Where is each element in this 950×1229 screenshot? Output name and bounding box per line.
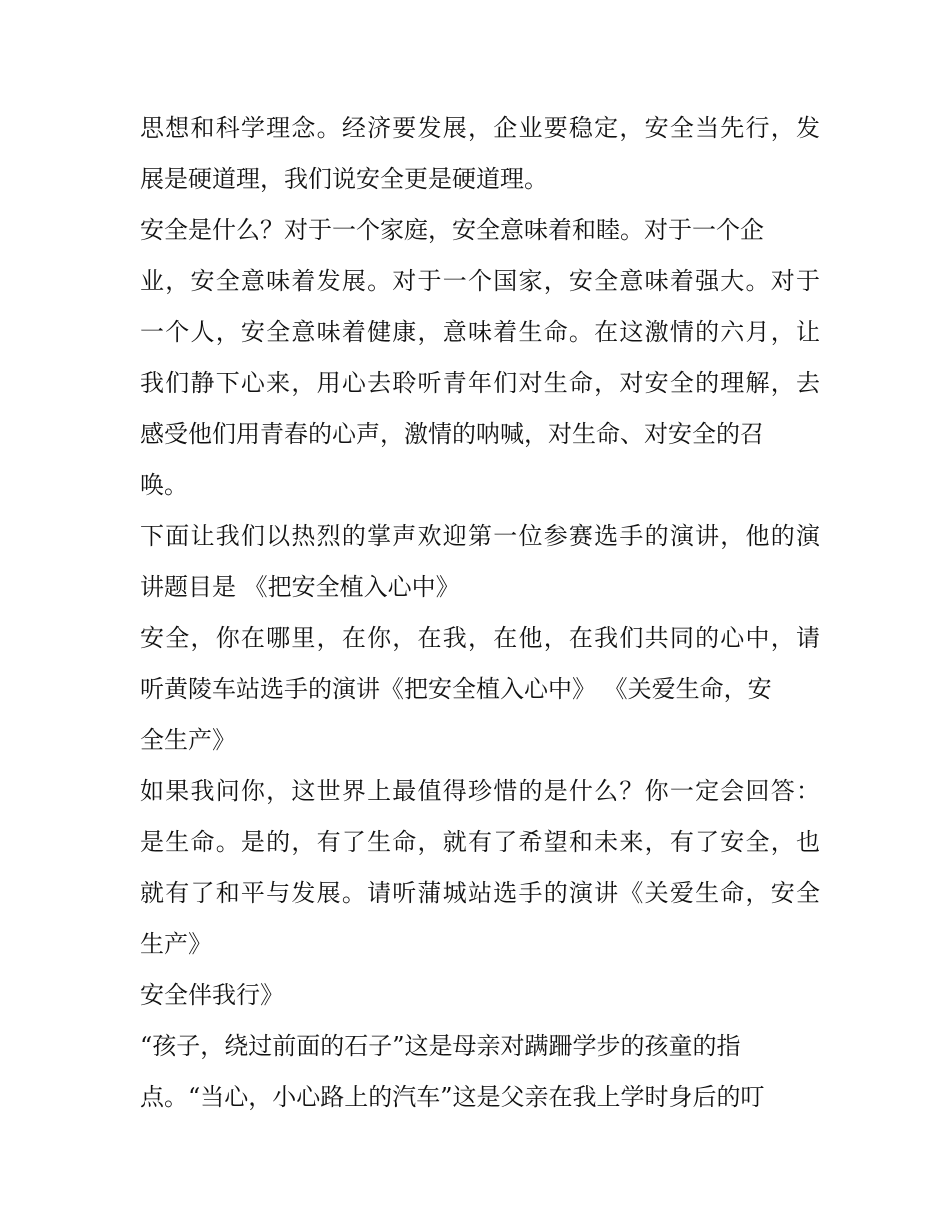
text-line-1: 思想和科学理念。经济要发展，企业要稳定，安全当先行，发 <box>140 114 820 142</box>
text-line-11: 安全，你在哪里，在你，在我，在他，在我们共同的心中，请 <box>140 624 820 652</box>
text-line-3: 安全是什么？对于一个家庭，安全意味着和睦。对于一个企 <box>140 216 764 244</box>
text-line-16: 就有了和平与发展。请听蒲城站选手的演讲《关爱生命，安全 <box>140 879 820 907</box>
text-line-2: 展是硬道理，我们说安全更是硬道理。 <box>140 165 548 193</box>
document-body <box>140 103 820 1123</box>
text-line-10: 讲题目是 《把安全植入心中》 <box>140 573 460 601</box>
text-line-20: 点。“当心，小心路上的汽车”这是父亲在我上学时身后的叮 <box>140 1083 765 1111</box>
text-line-9: 下面让我们以热烈的掌声欢迎第一位参赛选手的演讲，他的演 <box>140 522 820 550</box>
text-line-18: 安全伴我行》 <box>140 981 284 1009</box>
text-line-4: 业，安全意味着发展。对于一个国家，安全意味着强大。对于 <box>140 267 820 295</box>
text-line-8: 唤。 <box>140 471 188 499</box>
text-line-15: 是生命。是的，有了生命，就有了希望和未来，有了安全，也 <box>140 828 820 856</box>
text-line-5: 一个人，安全意味着健康，意味着生命。在这激情的六月，让 <box>140 318 820 346</box>
text-line-17: 生产》 <box>140 930 212 958</box>
text-line-13: 全生产》 <box>140 726 236 754</box>
text-line-14: 如果我问你，这世界上最值得珍惜的是什么？你一定会回答： <box>140 777 820 805</box>
text-line-7: 感受他们用青春的心声，激情的呐喊，对生命、对安全的召 <box>140 420 764 448</box>
text-line-19: “孩子，绕过前面的石子”这是母亲对蹒跚学步的孩童的指 <box>140 1032 741 1060</box>
text-line-6: 我们静下心来，用心去聆听青年们对生命，对安全的理解，去 <box>140 369 820 397</box>
text-line-12: 听黄陵车站选手的演讲《把安全植入心中》 《关爱生命，安 <box>140 675 772 703</box>
